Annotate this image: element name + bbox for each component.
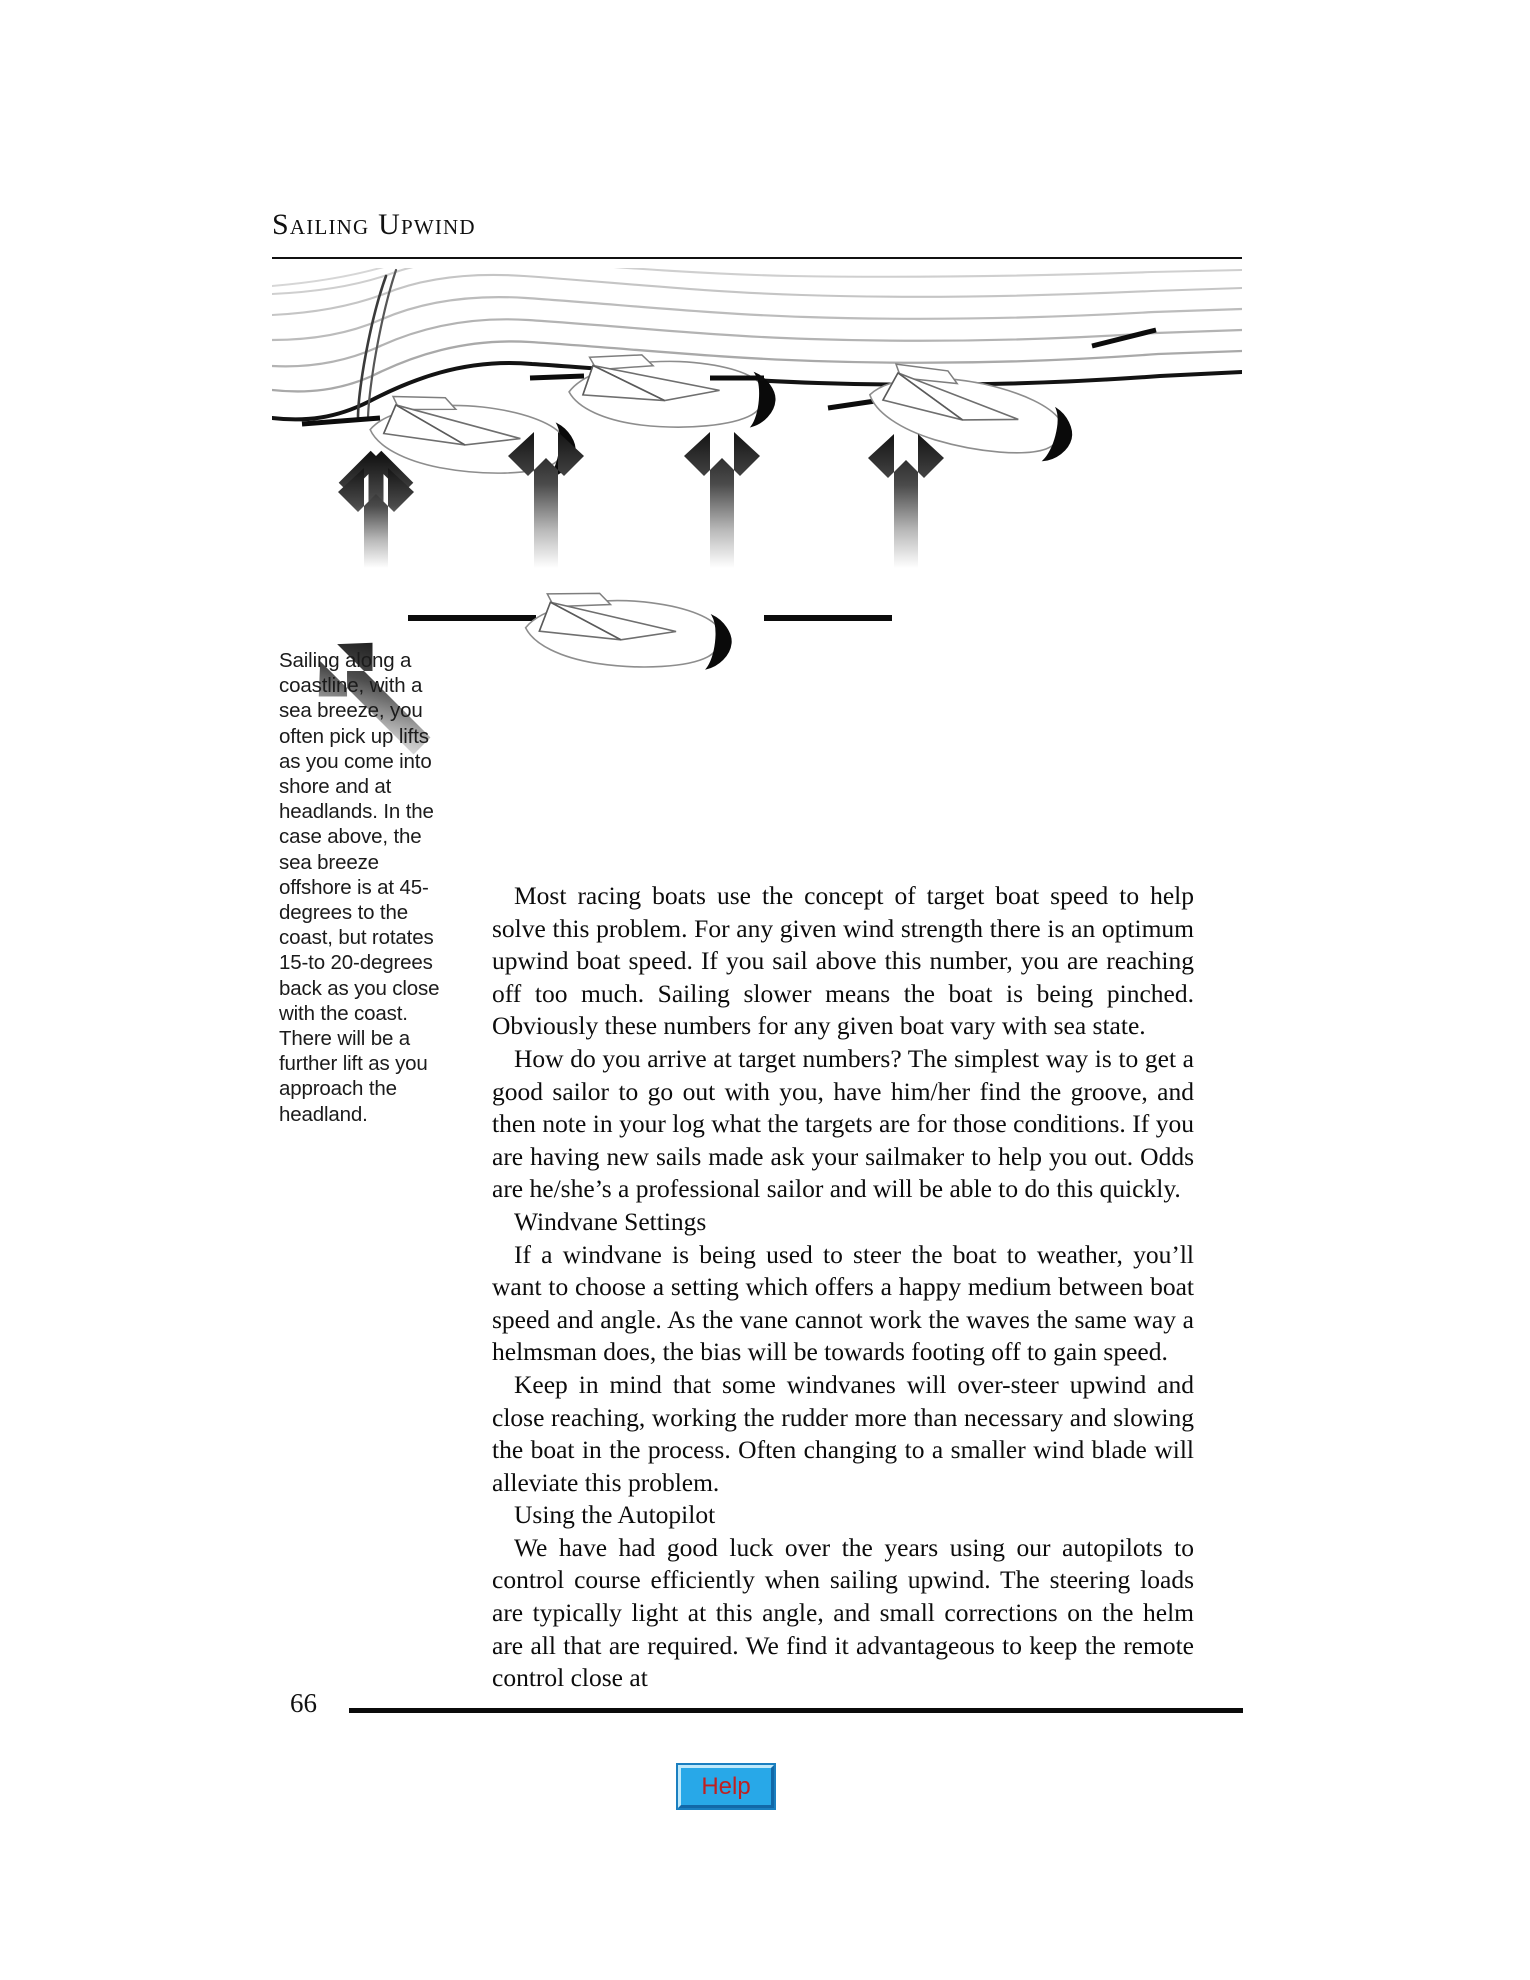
paragraph-autopilot: We have had good luck over the years using our autopilots to control course efficiently when sailing upwind. The steering loads are typically light at this angle, and small corrections on the helm are all that are required. We find it advantageous to keep the remote control close at [492,1532,1194,1693]
page-number: 66 [290,1688,317,1718]
header-rule [272,257,1242,259]
paragraph-windvane-setting: If a windvane is being used to steer the boat to weather, you’ll want to choose a setting which offers a happy medium between boat speed and angle. As the vane cannot work the waves the same way a helmsman does, the bias will be towards footing off to gain speed. [492,1239,1194,1367]
paragraph-target-numbers: How do you arrive at target numbers? The simplest way is to get a good sailor to go out with you, have him/her find the groove, and then note in your log what the targets are for those conditions. If you are having new sails made ask your sailmaker to help you out. Odds are he/she’s a professional sailor and will be able to do this quickly. [492,1043,1194,1204]
paragraph-windvane-oversteer: Keep in mind that some windvanes will over-steer upwind and close reaching, working the rudder more than necessary and slowing the boat in the process. Often changing to a smaller wind blade will alleviate this problem. [492,1369,1194,1497]
body-text-column [492,880,1194,1695]
help-button[interactable] [678,1765,774,1808]
help-button-label: Help [701,1772,751,1800]
section-heading-windvane-settings: Windvane Settings [514,1206,707,1236]
figure-caption: Sailing along a coastline, with a sea breeze, you often pick up lifts as you come into shore and at headlands. In the case above, the sea breeze offshore is at 45-degrees to the coast, but rotates 15-to 20-degrees back as you close with the coast. There will be a further lift as you approach the headland. [279,649,440,1126]
running-head: Sailing Upwind [272,208,476,241]
footer-rule [349,1708,1243,1713]
paragraph-target-boat-speed: Most racing boats use the concept of target boat speed to help solve this problem. For any given wind strength there is an optimum upwind boat speed. If you sail above this number, you are reaching off too much. Sailing slower means the boat is being pinched. Obviously these numbers for any given boat vary with sea state. [492,881,1194,1041]
section-heading-using-the-autopilot: Using the Autopilot [514,1500,716,1530]
